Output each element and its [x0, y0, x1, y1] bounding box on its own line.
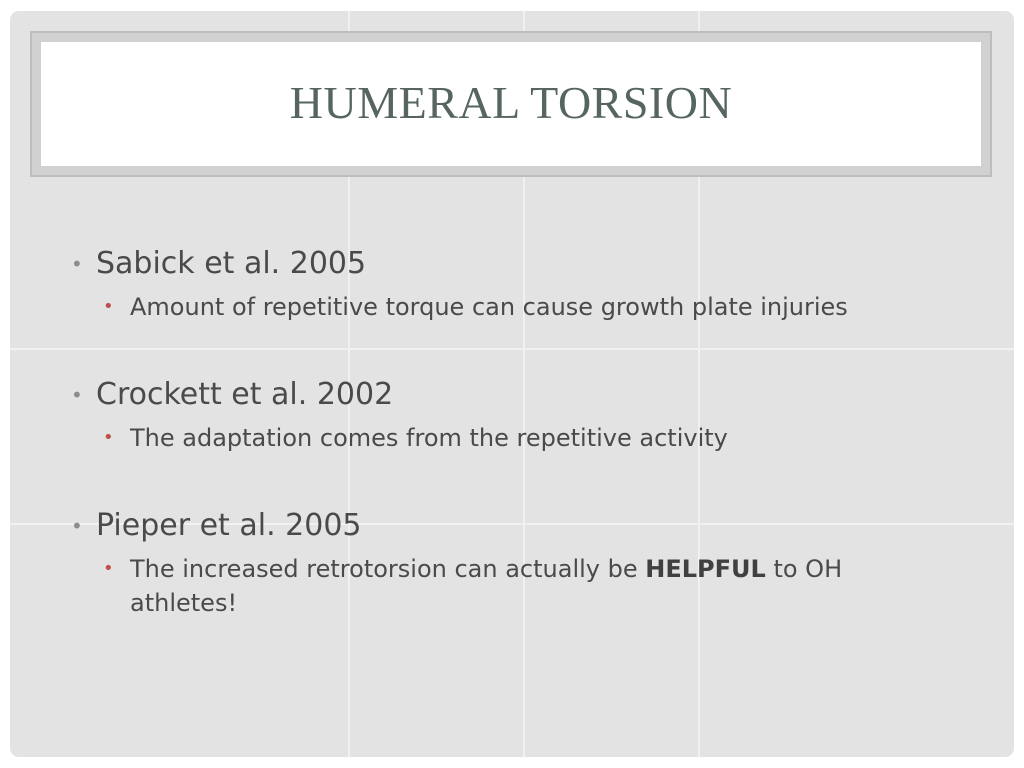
sub-bullet-dot-icon: •	[103, 427, 114, 448]
sub-bullet	[103, 421, 930, 455]
bullet-item	[70, 508, 970, 620]
bullet-dot-icon: •	[71, 383, 83, 407]
sub-bullet	[103, 290, 930, 324]
bullet-heading	[70, 508, 970, 544]
sub-bullet-dot-icon: •	[103, 558, 114, 579]
sub-bullet-emphasis: HELPFUL	[645, 555, 766, 583]
slide	[10, 11, 1014, 757]
sub-bullet-text: The adaptation comes from the repetitive activity	[130, 424, 728, 452]
slide-title: HUMERAL TORSION	[289, 76, 733, 128]
sub-bullet-dot-icon: •	[103, 296, 114, 317]
bullet-item	[70, 246, 970, 324]
bullet-item	[70, 377, 970, 455]
bullet-heading-text: Crockett et al. 2002	[96, 377, 394, 412]
slide-content	[10, 11, 1014, 757]
sub-bullet-text-before: The increased retrotorsion can actually be	[130, 555, 638, 583]
sub-bullet-text: Amount of repetitive torque can cause growth plate injuries	[130, 293, 848, 321]
bullet-heading-text: Pieper et al. 2005	[96, 508, 362, 543]
bullet-heading	[70, 246, 970, 282]
sub-bullet-text-after: to OH athletes!	[130, 555, 843, 617]
sub-bullet	[103, 552, 930, 620]
bullet-heading	[70, 377, 970, 413]
bullet-heading-text: Sabick et al. 2005	[96, 246, 367, 281]
bullet-dot-icon: •	[71, 252, 83, 276]
bullet-dot-icon: •	[71, 514, 83, 538]
